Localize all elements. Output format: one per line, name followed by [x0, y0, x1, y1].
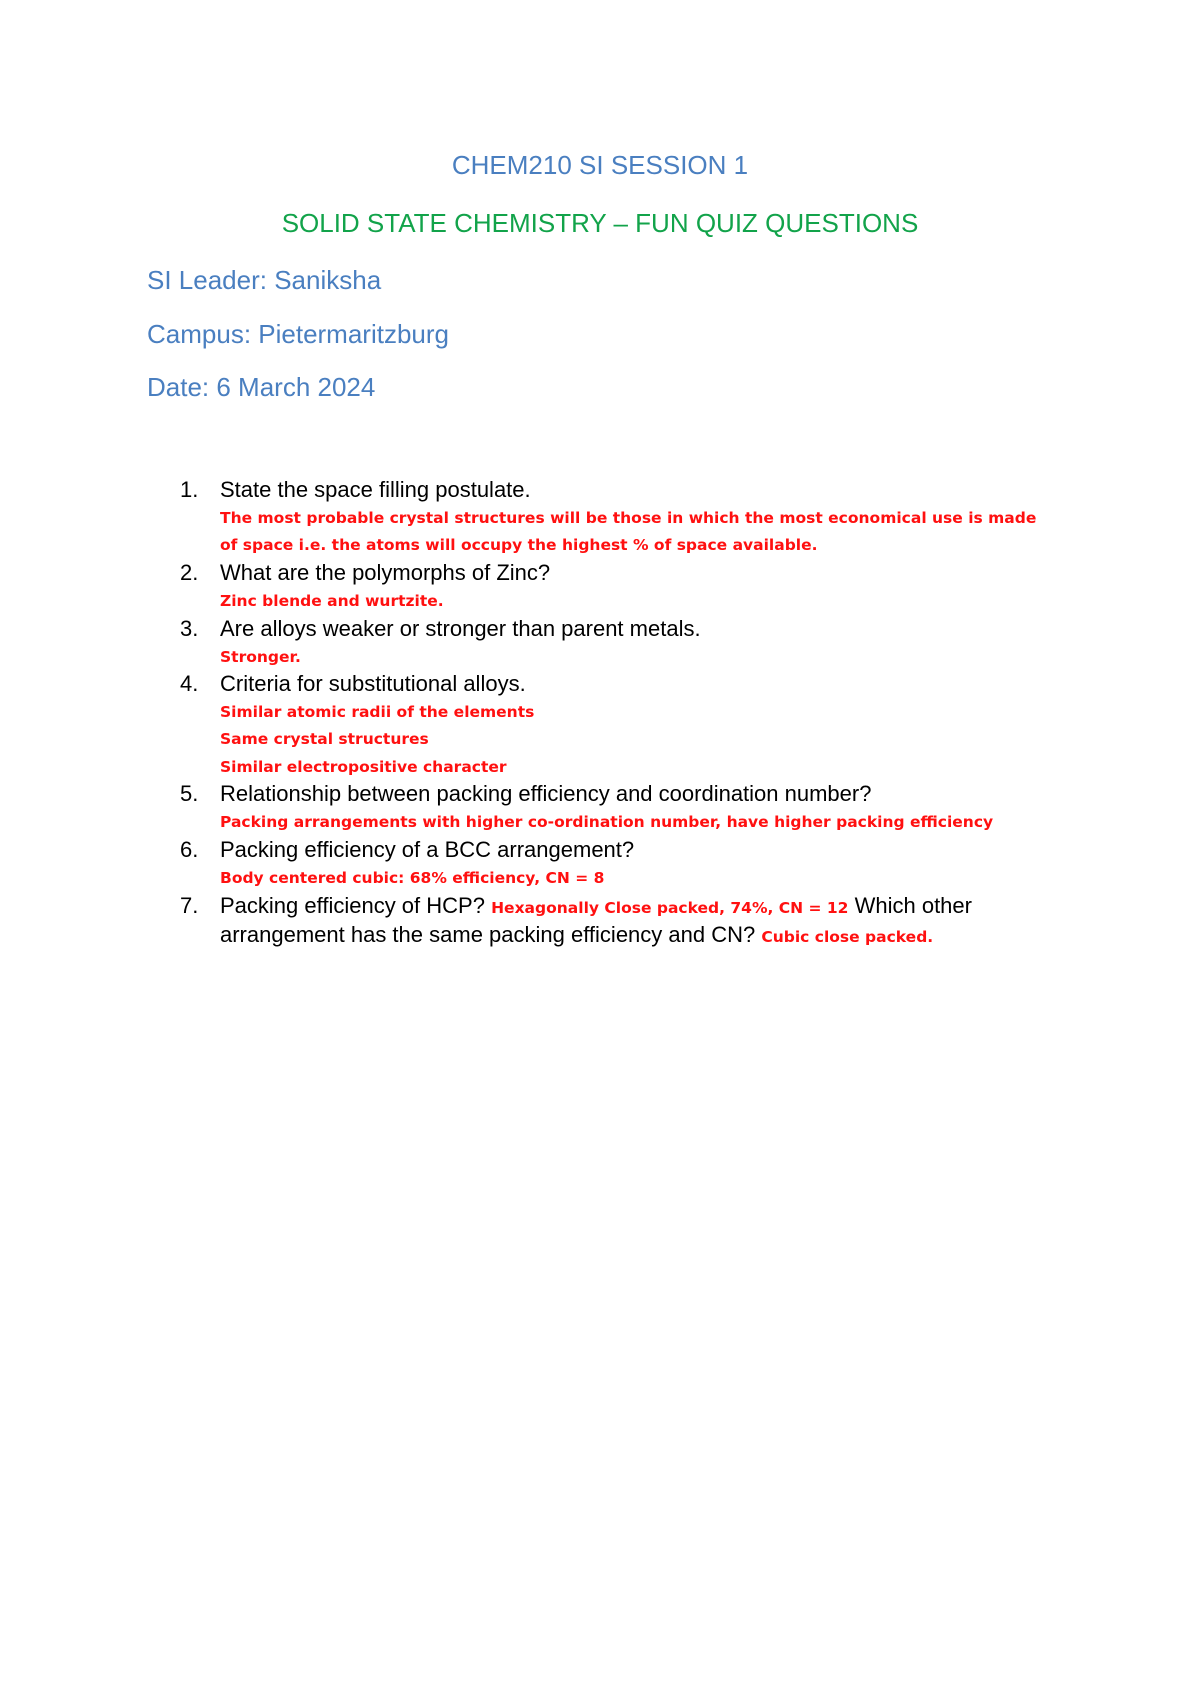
- date: Date: 6 March 2024: [147, 372, 376, 402]
- answer-text: Similar atomic radii of the elements: [220, 703, 535, 721]
- campus: Campus: Pietermaritzburg: [147, 319, 449, 349]
- si-leader: SI Leader: Saniksha: [147, 265, 382, 295]
- answer-text: Packing arrangements with higher co-ordination number, have higher packing efficiency: [220, 813, 994, 831]
- question-number: 1.: [180, 477, 199, 502]
- question-text: Are alloys weaker or stronger than parent metals.: [220, 616, 701, 641]
- question-number: 5.: [180, 781, 199, 806]
- answer-text: Stronger.: [220, 648, 301, 666]
- answer-text: Cubic close packed.: [761, 928, 934, 946]
- question-text: Packing efficiency of HCP?: [220, 893, 485, 918]
- document-subtitle: SOLID STATE CHEMISTRY – FUN QUIZ QUESTIONS: [281, 208, 919, 238]
- question-text: arrangement has the same packing efficiency and CN?: [220, 922, 756, 947]
- question-text: Criteria for substitutional alloys.: [220, 671, 526, 696]
- question-number: 2.: [180, 560, 199, 585]
- answer-text: of space i.e. the atoms will occupy the highest % of space available.: [220, 536, 818, 554]
- question-text: State the space filling postulate.: [220, 477, 531, 502]
- question-text: Packing efficiency of a BCC arrangement?: [220, 837, 635, 862]
- question-number: 4.: [180, 671, 199, 696]
- answer-text: Body centered cubic: 68% efficiency, CN = 8: [220, 869, 605, 887]
- answer-text: Hexagonally Close packed, 74%, CN = 12: [491, 899, 849, 917]
- answer-text: The most probable crystal structures will be those in which the most economical use is made: [220, 509, 1037, 527]
- document-title: CHEM210 SI SESSION 1: [451, 150, 749, 180]
- question-text-line: [220, 922, 933, 950]
- question-number: 6.: [180, 837, 199, 862]
- question-text: Relationship between packing efficiency and coordination number?: [220, 781, 872, 806]
- answer-text: Zinc blende and wurtzite.: [220, 592, 444, 610]
- question-number: 3.: [180, 616, 199, 641]
- question-number: 7.: [180, 893, 199, 918]
- question-text: Which other: [854, 893, 972, 918]
- answer-text: Similar electropositive character: [220, 758, 507, 776]
- question-text-line: [220, 893, 972, 921]
- answer-text: Same crystal structures: [220, 730, 429, 748]
- question-text: What are the polymorphs of Zinc?: [220, 560, 551, 585]
